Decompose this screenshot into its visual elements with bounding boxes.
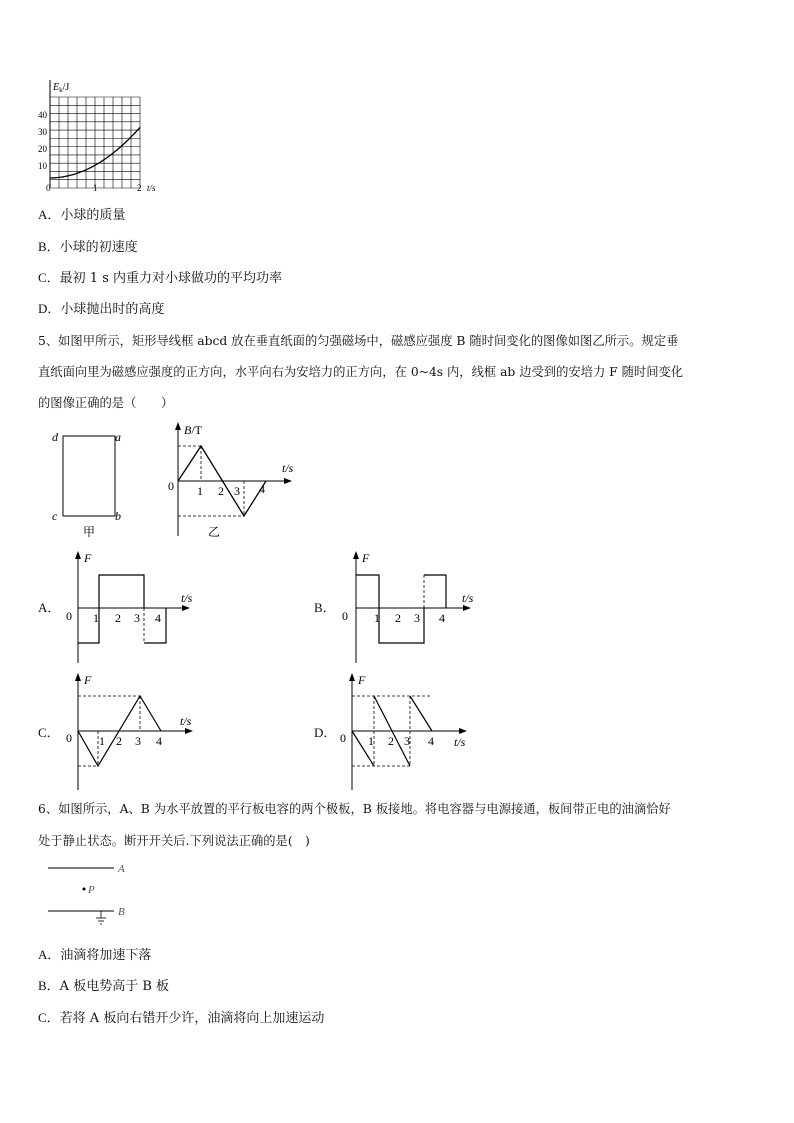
b-tick-3: 3 <box>234 484 240 498</box>
b-tick-2: 2 <box>218 484 224 498</box>
a-curve <box>78 575 144 643</box>
a-x-arrow <box>182 605 190 611</box>
d-x-arrow <box>459 728 467 734</box>
c-flabel: F <box>84 673 92 687</box>
ek-ytick-20: 20 <box>38 144 47 154</box>
q4-option-c: C．最初 1 s 内重力对小球做功的平均功率 <box>38 270 283 286</box>
b-tick-4: 4 <box>259 482 265 496</box>
ek-ytick-40: 40 <box>38 110 47 120</box>
label-d: d <box>52 430 58 444</box>
a-tick-4: 4 <box>155 611 161 625</box>
caption-jia: 甲 <box>83 525 96 539</box>
label-c: c <box>52 509 58 523</box>
d-tick-0: 0 <box>340 731 346 745</box>
b-y-arrow <box>175 422 181 430</box>
ek-xtick-1: 1 <box>93 183 98 193</box>
d-flabel: F <box>358 673 366 687</box>
q6-option-b: B．A 板电势高于 B 板 <box>38 978 170 994</box>
a-y-arrow <box>75 551 81 559</box>
b-opt-tick-0: 0 <box>342 609 348 623</box>
a-tick-3: 3 <box>134 611 140 625</box>
c-y-arrow <box>75 673 81 681</box>
a-flabel: F <box>84 551 92 565</box>
q4-option-d: D．小球抛出时的高度 <box>38 301 165 317</box>
b-opt-curve-2 <box>424 575 446 608</box>
b-opt-curve <box>356 575 424 643</box>
b-opt-flabel: F <box>362 551 370 565</box>
q5-stem-line-2: 直纸面向里为磁感应强度的正方向，水平向右为安培力的正方向，在 0~4s 内，线框 ab 边受到的安培力 F 随时间变化 <box>38 365 684 379</box>
plate-a-label: A <box>118 863 125 875</box>
d-curve-seg3 <box>410 696 432 731</box>
q6-stem-line-1: 6、如图所示，A、B 为水平放置的平行板电容的两个极板，B 板接地。将电容器与电源接通，板间带正电的油滴恰好 <box>38 802 671 816</box>
a-tick-0: 0 <box>66 609 72 623</box>
caption-yi: 乙 <box>208 525 221 539</box>
ek-xunit: t/s <box>147 183 156 193</box>
ek-grid <box>50 97 140 188</box>
b-time-graph <box>166 420 306 542</box>
q5-option-c-label: C． <box>38 725 60 740</box>
c-x-arrow <box>185 728 193 734</box>
b-ylabel: B/T <box>184 423 203 437</box>
d-y-arrow <box>349 673 355 681</box>
b-opt-y-arrow <box>353 551 359 559</box>
c-tick-0: 0 <box>66 731 72 745</box>
a-tlabel: t/s <box>181 591 193 605</box>
q6-option-a: A．油滴将加速下落 <box>38 947 152 963</box>
ek-xtick-0: 0 <box>46 183 51 193</box>
b-opt-x-arrow <box>463 605 471 611</box>
c-tick-2: 2 <box>116 734 122 748</box>
c-tlabel: t/s <box>180 714 192 728</box>
q5-option-a-label: A． <box>38 600 61 615</box>
b-opt-tick-2: 2 <box>395 611 401 625</box>
capacitor-diagram <box>44 856 144 928</box>
b-opt-tick-3: 3 <box>414 611 420 625</box>
d-tick-2: 2 <box>388 734 394 748</box>
d-tick-3: 3 <box>404 734 410 748</box>
d-tick-1: 1 <box>368 734 374 748</box>
b-xlabel: t/s <box>282 461 294 475</box>
q4-option-b: B．小球的初速度 <box>38 239 138 255</box>
q6-option-c: C．若将 A 板向右错开少许，油滴将向上加速运动 <box>38 1010 325 1026</box>
q5-option-d-label: D． <box>314 725 337 740</box>
b-opt-tick-4: 4 <box>439 611 445 625</box>
label-a: a <box>115 430 121 444</box>
option-b-graph <box>338 548 488 668</box>
b-x-arrow <box>284 478 292 484</box>
point-p-label: P <box>88 884 95 896</box>
b-opt-tick-1: 1 <box>374 611 380 625</box>
q5-stem-line-3: 的图像正确的是（ ） <box>38 396 174 410</box>
option-d-graph <box>334 670 484 795</box>
q4-option-a: A．小球的质量 <box>38 207 126 223</box>
ek-ytick-10: 10 <box>38 161 47 171</box>
option-c-graph <box>60 670 210 795</box>
frame-abcd-diagram <box>46 424 136 544</box>
c-tick-4: 4 <box>156 734 162 748</box>
q6-stem-line-2: 处于静止状态。断开开关后.下列说法正确的是( ) <box>38 834 310 848</box>
rect-wire-frame <box>63 436 115 516</box>
a-tick-1: 1 <box>93 611 99 625</box>
ek-time-graph <box>36 80 166 198</box>
plate-b-label: B <box>118 906 125 918</box>
d-tick-4: 4 <box>428 734 434 748</box>
a-tick-2: 2 <box>115 611 121 625</box>
b-tick-1: 1 <box>197 484 203 498</box>
c-tick-1: 1 <box>99 734 105 748</box>
q5-stem-line-1: 5、如图甲所示，矩形导线框 abcd 放在垂直纸面的匀强磁场中，磁感应强度 B 随时间变化的图像如图乙所示。规定垂 <box>38 334 679 348</box>
q5-option-b-label: B． <box>314 600 336 615</box>
point-p <box>83 888 86 891</box>
label-b: b <box>115 509 121 523</box>
ek-ytick-30: 30 <box>38 127 47 137</box>
d-tlabel: t/s <box>454 735 466 749</box>
c-tick-3: 3 <box>135 734 141 748</box>
b-tick-0: 0 <box>168 479 174 493</box>
ek-xtick-2: 2 <box>137 183 142 193</box>
ek-ylabel: $E_k/J$ <box>53 82 70 94</box>
b-opt-tlabel: t/s <box>462 591 474 605</box>
option-a-graph <box>60 548 210 668</box>
